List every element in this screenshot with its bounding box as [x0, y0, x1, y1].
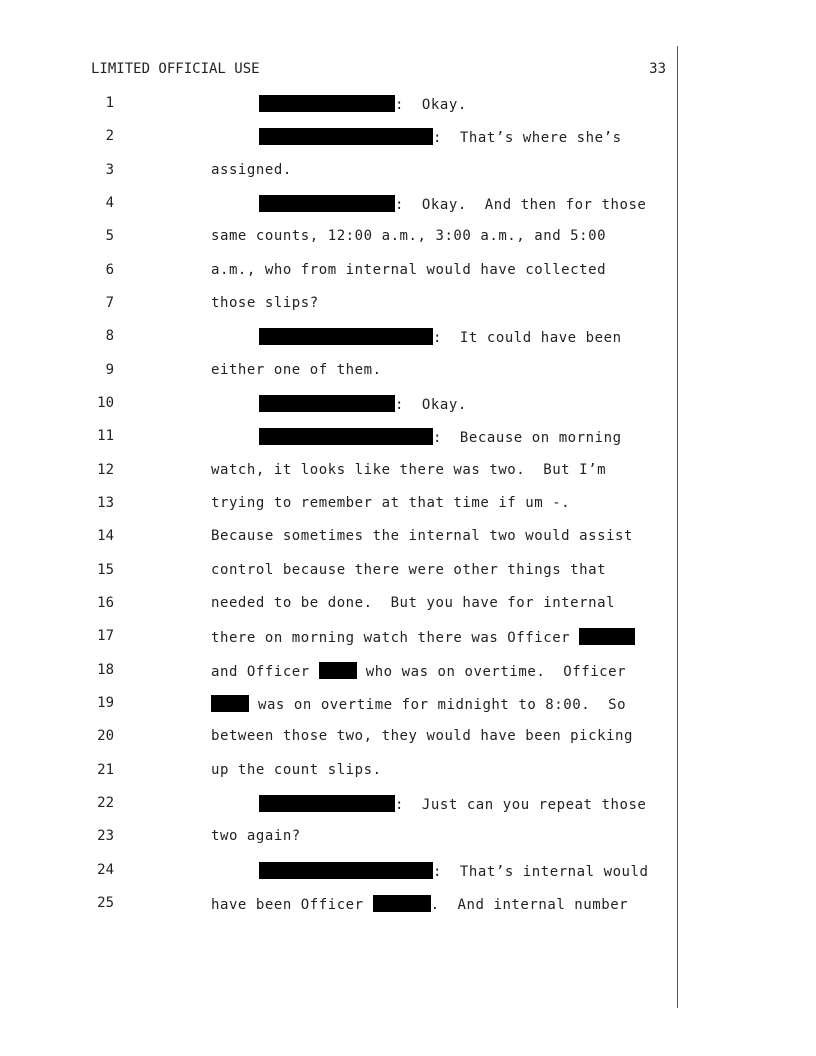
line-text: : That’s where she’s	[259, 128, 622, 146]
line-text: and Officer who was on overtime. Officer	[211, 664, 627, 680]
redaction-block	[259, 862, 433, 879]
transcript-line	[0, 295, 680, 328]
transcript-line	[0, 895, 680, 928]
line-number: 5	[105, 228, 114, 244]
redaction-block	[259, 428, 433, 445]
line-number: 16	[97, 595, 114, 611]
transcript-line	[0, 595, 680, 628]
transcript-line	[0, 462, 680, 495]
redaction-block	[259, 95, 395, 112]
line-text: watch, it looks like there was two. But I’m	[211, 462, 607, 478]
transcript-line	[0, 428, 680, 461]
redaction-block	[211, 695, 249, 712]
line-number: 18	[97, 662, 114, 678]
line-text: control because there were other things that	[211, 562, 607, 578]
line-text: : That’s internal would	[259, 862, 649, 880]
transcript-line	[0, 162, 680, 195]
line-number: 2	[105, 128, 114, 144]
transcript-line	[0, 195, 680, 228]
transcript-line	[0, 395, 680, 428]
line-text: assigned.	[211, 162, 292, 178]
line-number: 22	[97, 795, 114, 811]
header-label: LIMITED OFFICIAL USE	[91, 61, 260, 77]
line-text: have been Officer . And internal number	[211, 897, 629, 913]
transcript-line	[0, 128, 680, 161]
line-number: 9	[105, 362, 114, 378]
line-number: 21	[97, 762, 114, 778]
line-number: 8	[105, 328, 114, 344]
line-number: 15	[97, 562, 114, 578]
line-number: 17	[97, 628, 114, 644]
transcript-line	[0, 628, 680, 661]
redaction-block	[259, 195, 395, 212]
line-text: : Okay. And then for those	[259, 195, 646, 213]
transcript-line	[0, 328, 680, 361]
line-number: 20	[97, 728, 114, 744]
line-number: 19	[97, 695, 114, 711]
line-number: 11	[97, 428, 114, 444]
line-number: 4	[105, 195, 114, 211]
transcript-line	[0, 695, 680, 728]
line-text: either one of them.	[211, 362, 382, 378]
line-number: 1	[105, 95, 114, 111]
line-text: up the count slips.	[211, 762, 382, 778]
page-number: 33	[649, 61, 666, 77]
redaction-block	[579, 628, 635, 645]
line-number: 6	[105, 262, 114, 278]
line-text: those slips?	[211, 295, 319, 311]
transcript-line	[0, 362, 680, 395]
transcript-line	[0, 228, 680, 261]
line-text: : It could have been	[259, 328, 622, 346]
line-number: 13	[97, 495, 114, 511]
redaction-block	[319, 662, 357, 679]
transcript-line	[0, 562, 680, 595]
redaction-block	[373, 895, 431, 912]
line-number: 23	[97, 828, 114, 844]
line-text: there on morning watch there was Officer	[211, 628, 635, 646]
line-text: two again?	[211, 828, 301, 844]
line-text: Because sometimes the internal two would assist	[211, 528, 633, 544]
line-text: a.m., who from internal would have collected	[211, 262, 607, 278]
line-text: : Because on morning	[259, 428, 622, 446]
line-text: : Okay.	[259, 95, 467, 113]
line-number: 3	[105, 162, 114, 178]
line-text: needed to be done. But you have for internal	[211, 595, 616, 611]
line-text: same counts, 12:00 a.m., 3:00 a.m., and 5:00	[211, 228, 607, 244]
line-number: 10	[97, 395, 114, 411]
redaction-block	[259, 395, 395, 412]
transcript-line	[0, 95, 680, 128]
line-number: 14	[97, 528, 114, 544]
line-text: was on overtime for midnight to 8:00. So	[211, 695, 626, 713]
line-text: : Okay.	[259, 395, 467, 413]
line-text: between those two, they would have been picking	[211, 728, 633, 744]
line-number: 12	[97, 462, 114, 478]
transcript-line	[0, 495, 680, 528]
line-number: 25	[97, 895, 114, 911]
redaction-block	[259, 795, 395, 812]
transcript-line	[0, 795, 680, 828]
redaction-block	[259, 328, 433, 345]
transcript-line	[0, 862, 680, 895]
transcript-line	[0, 262, 680, 295]
transcript-line	[0, 728, 680, 761]
transcript-line	[0, 528, 680, 561]
line-number: 7	[105, 295, 114, 311]
transcript-line	[0, 762, 680, 795]
line-number: 24	[97, 862, 114, 878]
line-text: : Just can you repeat those	[259, 795, 646, 813]
redaction-block	[259, 128, 433, 145]
line-text: trying to remember at that time if um -.	[211, 495, 571, 511]
transcript-line	[0, 662, 680, 695]
transcript-line	[0, 828, 680, 861]
